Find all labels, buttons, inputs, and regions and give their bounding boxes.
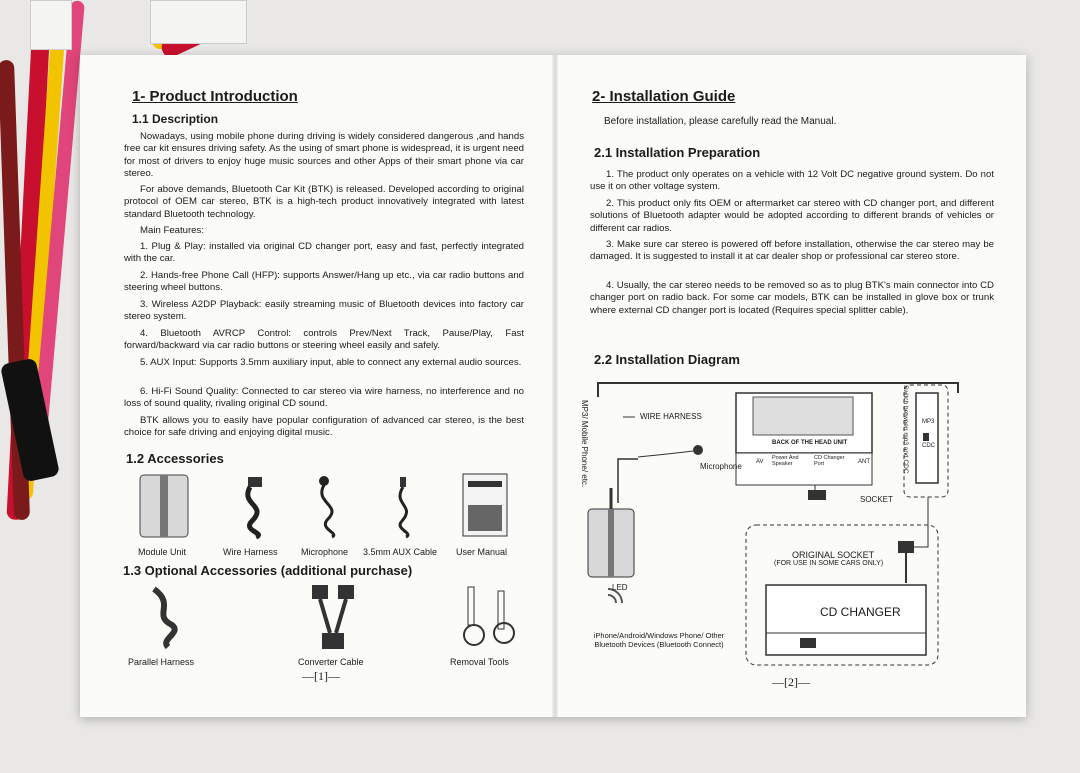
switch-label: Switch between mp3 and CDC — [902, 385, 909, 474]
power-speaker-label: Power And Speaker — [772, 455, 799, 467]
wire-harness-label: WIRE HARNESS — [640, 412, 702, 421]
wire-harness-image — [238, 475, 274, 539]
mp3-switch-label: MP3 — [922, 419, 935, 425]
left-page — [80, 55, 552, 717]
led-label: LED — [612, 583, 628, 592]
description-heading: 1.1 Description — [132, 112, 219, 126]
right-page — [558, 55, 1026, 717]
feature-6: 6. Hi-Fi Sound Quality: Connected to car stereo via wire harness, no interference and no loss of sound quality, rivaling original CD sound. — [124, 386, 524, 410]
user-manual-image — [462, 473, 508, 537]
parallel-harness-image — [146, 585, 190, 649]
diagram-heading: 2.2 Installation Diagram — [594, 352, 740, 367]
prep-heading: 2.1 Installation Preparation — [594, 145, 761, 160]
manual-booklet — [80, 55, 1026, 717]
features-title: Main Features: — [140, 225, 204, 236]
accessory-module-unit: Module Unit — [138, 547, 187, 557]
product-intro-heading: 1- Product Introduction — [132, 88, 298, 105]
para-1: Nowadays, using mobile phone during driving is widely considered dangerous ,and hands free car kit ensures driving safety. As the using of smart phone is widespread, it is urgent need for most of drivers to enjoy huge music sources and other Apps of their smart phone via car stereo. — [124, 131, 524, 180]
closing-text: BTK allows you to easily have popular configuration of advanced car stereo, is the best choice for safe driving and enjoying digital music. — [124, 415, 524, 439]
original-socket-note: (FOR USE IN SOME CARS ONLY) — [774, 560, 884, 567]
microphone-image — [312, 475, 348, 539]
prep-step-2: 2. This product only fits OEM or aftermarket car stereo with CD changer port, and different solutions of Bluetooth adapter would be adopted according to different brands of vehicles or different car radios. — [590, 198, 994, 234]
para-2: For above demands, Bluetooth Car Kit (BTK) is released. Developed according to original protocol of OEM car stereo, BTK is a high-tech product innovatively integrated with latest standard Bluetooth technology. — [124, 184, 524, 220]
head-unit-label: BACK OF THE HEAD UNIT — [772, 440, 848, 446]
ant-label: ANT — [858, 459, 870, 465]
page-number-2: —[2]— — [772, 675, 810, 689]
av-label: AV — [756, 459, 764, 465]
optional-removal-tools: Removal Tools — [450, 657, 509, 667]
prep-step-1: 1. The product only operates on a vehicle with 12 Volt DC negative ground system. Do not use it on other voltage system. — [590, 169, 994, 193]
prep-step-4: 4. Usually, the car stereo needs to be removed so as to plug BTK's main connector into CD changer port on radio back. For some car models, BTK can be installed in glove box or trunk where external CD changer port is located (Requires special splitter cable). — [590, 280, 994, 316]
accessory-aux-cable: 3.5mm AUX Cable — [363, 547, 438, 557]
accessory-wire-harness: Wire Harness — [223, 547, 278, 557]
removal-tools-image — [460, 583, 520, 649]
optional-parallel-harness: Parallel Harness — [128, 657, 195, 667]
feature-3: 3. Wireless A2DP Playback: easily streaming music of Bluetooth devices into factory car stereo system. — [124, 299, 524, 323]
cd-port-label: CD Changer Port — [814, 455, 845, 467]
optional-accessories-heading: 1.3 Optional Accessories (additional purchase) — [123, 563, 413, 578]
feature-4: 4. Bluetooth AVRCP Control: controls Prev/Next Track, Pause/Play, Fast forward/backward via car radio buttons or steering wheel easily and safely. — [124, 328, 524, 352]
converter-cable-image — [308, 583, 364, 651]
feature-1: 1. Plug & Play: installed via original CD changer port, easy and fast, perfectly integrated with the car. — [124, 241, 524, 265]
module-unit-image — [138, 473, 190, 539]
page-number-1: —[1]— — [302, 669, 340, 683]
installation-guide-heading: 2- Installation Guide — [592, 88, 736, 105]
microphone-label: Microphone — [700, 462, 742, 471]
accessory-user-manual: User Manual — [456, 547, 508, 557]
socket-label: SOCKET — [860, 495, 893, 504]
mp3-phone-label: MP3/ Mobile Phone/ etc. — [580, 400, 589, 488]
accessories-heading: 1.2 Accessories — [126, 451, 224, 466]
accessory-microphone: Microphone — [301, 547, 349, 557]
feature-2: 2. Hands-free Phone Call (HFP): supports Answer/Hang up etc., via car radio buttons and steering wheel buttons. — [124, 270, 524, 294]
optional-converter-cable: Converter Cable — [298, 657, 364, 667]
cdc-switch-label: CDC — [922, 443, 935, 449]
cd-changer-label: CD CHANGER — [820, 605, 901, 619]
aux-cable-image — [388, 475, 424, 539]
original-socket-label: ORIGINAL SOCKET — [792, 550, 875, 560]
bluetooth-devices-label: iPhone/Android/Windows Phone/ Other Bluetooth Devices (Bluetooth Connect) — [593, 631, 725, 649]
install-intro: Before installation, please carefully read the Manual. — [604, 116, 837, 127]
feature-5: 5. AUX Input: Supports 3.5mm auxiliary input, able to connect any external audio sources. — [140, 357, 522, 368]
prep-step-3: 3. Make sure car stereo is powered off before installation, otherwise the car stereo may be damaged. It is suggested to install it at car dealer shop or professional car stereo store. — [590, 239, 994, 263]
